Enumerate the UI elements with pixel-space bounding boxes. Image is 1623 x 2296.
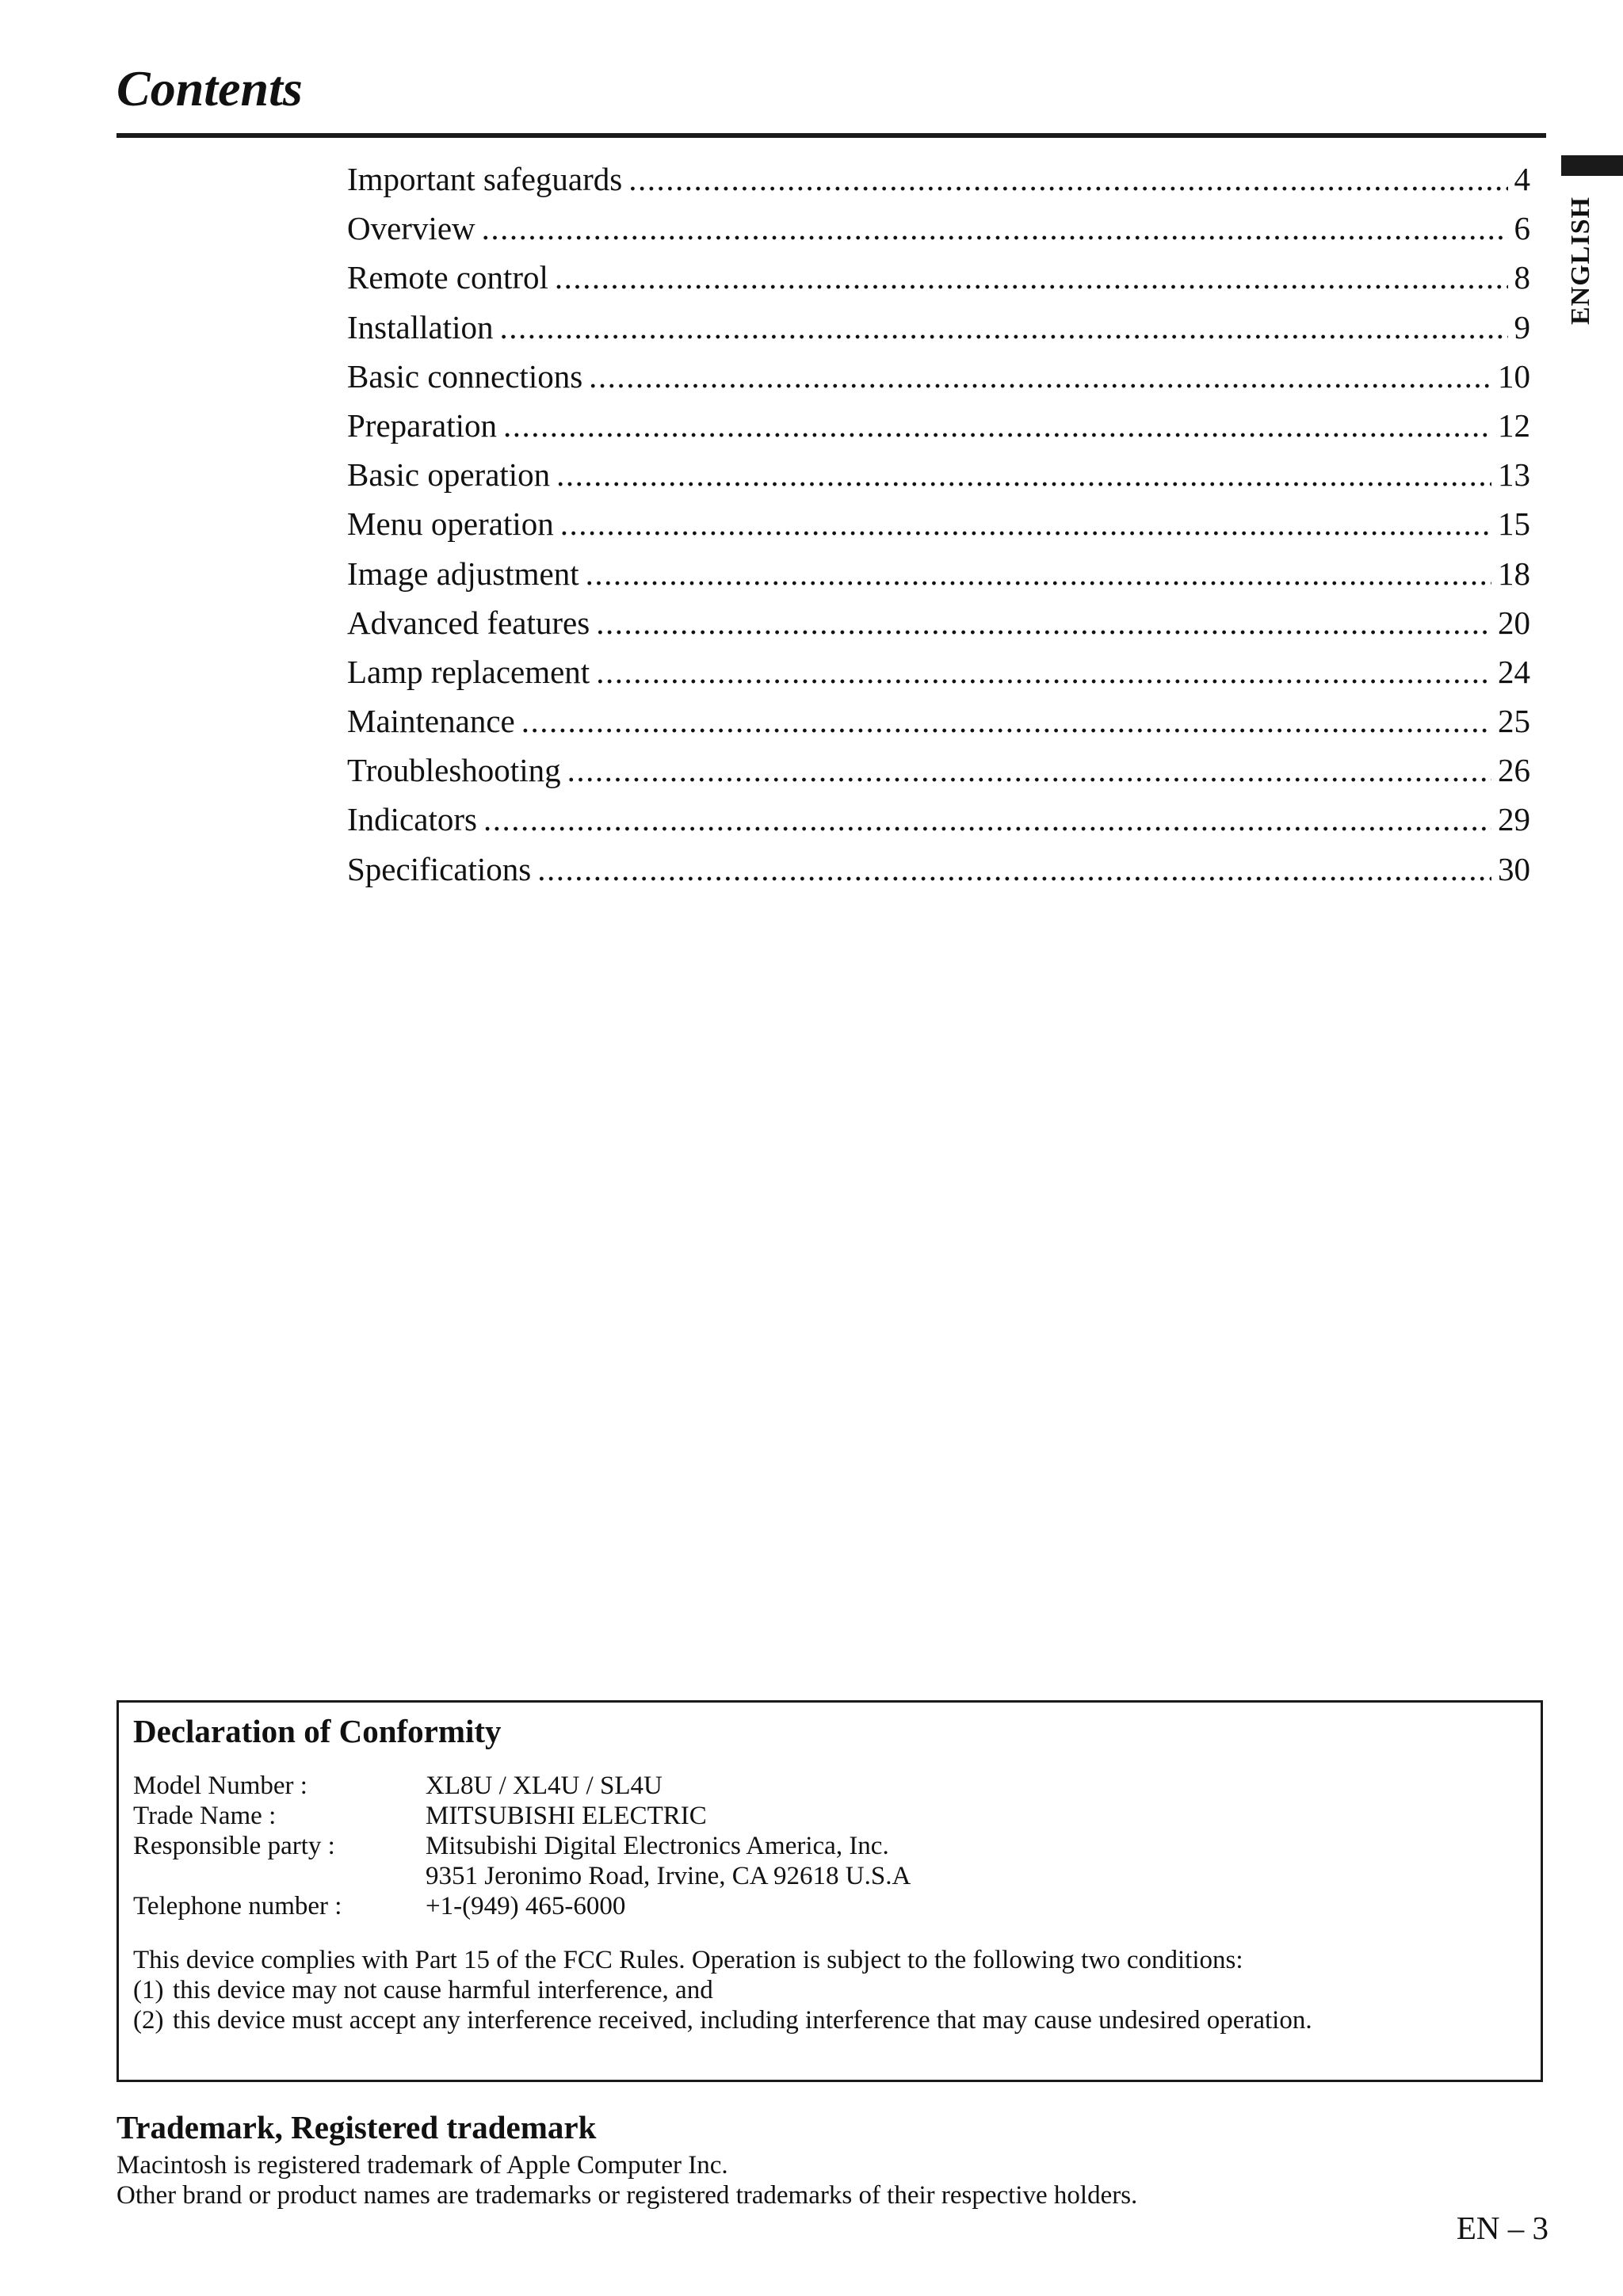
toc-dot-leader bbox=[499, 303, 1507, 352]
toc-entry-page: 4 bbox=[1514, 161, 1530, 197]
toc-entry-page: 12 bbox=[1498, 406, 1530, 444]
declaration-row-responsible-party bbox=[133, 1831, 911, 1861]
toc-entry-page: 6 bbox=[1514, 210, 1530, 247]
page-title: Contents bbox=[116, 60, 303, 116]
toc-entry-page: 30 bbox=[1498, 850, 1530, 887]
toc-entry-page: 15 bbox=[1498, 505, 1530, 543]
declaration-key: Responsible party : bbox=[133, 1832, 335, 1860]
toc-entry-maintenance[interactable] bbox=[347, 696, 1530, 746]
toc-entry-important-safeguards[interactable] bbox=[347, 154, 1530, 204]
toc-entry-page: 25 bbox=[1498, 703, 1530, 740]
toc-entry-page: 8 bbox=[1514, 259, 1530, 296]
condition-item bbox=[133, 2005, 1528, 2035]
toc-entry-page: 24 bbox=[1498, 653, 1530, 690]
language-tab-bar bbox=[1561, 155, 1623, 176]
condition-text: this device must accept any interference received, including interference that may cause undesired operation. bbox=[173, 2006, 1312, 2035]
table-of-contents bbox=[347, 154, 1530, 894]
condition-number: (2) bbox=[133, 2006, 164, 2035]
declaration-value: Mitsubishi Digital Electronics America, Inc. bbox=[426, 1832, 889, 1860]
trademark-line: Other brand or product names are trademarks or registered trademarks of their respective holders. bbox=[116, 2181, 1138, 2210]
declaration-row-telephone-number bbox=[133, 1891, 911, 1921]
declaration-details bbox=[133, 1771, 911, 1921]
page-number: EN – 3 bbox=[1456, 2210, 1549, 2246]
language-tab-label: ENGLISH bbox=[1566, 196, 1595, 325]
toc-entry-label: Specifications bbox=[347, 850, 532, 887]
toc-entry-label: Important safeguards bbox=[347, 161, 623, 197]
toc-dot-leader bbox=[556, 450, 1491, 499]
toc-dot-leader bbox=[521, 696, 1491, 746]
fcc-compliance-statement bbox=[133, 1945, 1528, 2035]
toc-entry-advanced-features[interactable] bbox=[347, 598, 1530, 647]
declaration-row-trade-name bbox=[133, 1801, 911, 1831]
toc-entry-specifications[interactable] bbox=[347, 845, 1530, 894]
declaration-value: XL8U / XL4U / SL4U bbox=[426, 1772, 663, 1800]
toc-entry-troubleshooting[interactable] bbox=[347, 746, 1530, 795]
declaration-heading: Declaration of Conformity bbox=[133, 1713, 502, 1749]
toc-entry-label: Menu operation bbox=[347, 505, 554, 543]
toc-entry-label: Indicators bbox=[347, 801, 477, 838]
toc-entry-label: Basic operation bbox=[347, 456, 551, 494]
toc-dot-leader bbox=[586, 549, 1491, 598]
toc-entry-page: 13 bbox=[1498, 456, 1530, 494]
condition-number: (1) bbox=[133, 1976, 164, 2004]
toc-entry-label: Lamp replacement bbox=[347, 653, 590, 690]
trademark-notice bbox=[116, 2150, 1137, 2210]
toc-dot-leader bbox=[560, 499, 1491, 548]
trademark-heading: Trademark, Registered trademark bbox=[116, 2109, 597, 2145]
toc-entry-remote-control[interactable] bbox=[347, 253, 1530, 302]
toc-entry-page: 29 bbox=[1498, 801, 1530, 838]
title-divider bbox=[116, 133, 1546, 138]
toc-entry-label: Advanced features bbox=[347, 604, 590, 641]
toc-entry-label: Image adjustment bbox=[347, 555, 579, 592]
toc-dot-leader bbox=[503, 401, 1491, 450]
toc-entry-label: Installation bbox=[347, 308, 494, 345]
toc-dot-leader bbox=[628, 154, 1507, 204]
declaration-value: MITSUBISHI ELECTRIC bbox=[426, 1802, 707, 1830]
toc-entry-basic-operation[interactable] bbox=[347, 450, 1530, 499]
toc-entry-lamp-replacement[interactable] bbox=[347, 647, 1530, 696]
toc-entry-label: Troubleshooting bbox=[347, 752, 561, 789]
toc-entry-image-adjustment[interactable] bbox=[347, 549, 1530, 598]
toc-entry-label: Basic connections bbox=[347, 357, 583, 395]
toc-entry-overview[interactable] bbox=[347, 204, 1530, 253]
declaration-of-conformity-box bbox=[116, 1700, 1543, 2082]
compliance-text: This device complies with Part 15 of the FCC Rules. Operation is subject to the following two conditions: bbox=[133, 1946, 1243, 1974]
toc-dot-leader bbox=[537, 845, 1491, 894]
declaration-row-address bbox=[133, 1861, 911, 1891]
declaration-key: Model Number : bbox=[133, 1772, 307, 1800]
condition-item bbox=[133, 1975, 1528, 2005]
trademark-line: Macintosh is registered trademark of Apple Computer Inc. bbox=[116, 2151, 728, 2180]
toc-entry-page: 9 bbox=[1514, 308, 1530, 345]
condition-text: this device may not cause harmful interference, and bbox=[173, 1976, 713, 2004]
declaration-value: 9351 Jeronimo Road, Irvine, CA 92618 U.S.A bbox=[426, 1862, 911, 1890]
toc-dot-leader bbox=[567, 746, 1491, 795]
toc-dot-leader bbox=[555, 253, 1508, 302]
declaration-value: +1-(949) 465-6000 bbox=[426, 1892, 626, 1920]
toc-entry-installation[interactable] bbox=[347, 303, 1530, 352]
toc-entry-page: 18 bbox=[1498, 555, 1530, 592]
toc-entry-label: Overview bbox=[347, 210, 475, 247]
toc-dot-leader bbox=[482, 204, 1508, 253]
toc-entry-preparation[interactable] bbox=[347, 401, 1530, 450]
toc-entry-label: Preparation bbox=[347, 406, 497, 444]
declaration-row-model-number bbox=[133, 1771, 911, 1801]
toc-entry-label: Remote control bbox=[347, 259, 548, 296]
toc-dot-leader bbox=[589, 352, 1491, 401]
toc-entry-basic-connections[interactable] bbox=[347, 352, 1530, 401]
declaration-key: Telephone number : bbox=[133, 1892, 342, 1920]
toc-entry-page: 20 bbox=[1498, 604, 1530, 641]
toc-entry-menu-operation[interactable] bbox=[347, 499, 1530, 548]
toc-entry-page: 26 bbox=[1498, 752, 1530, 789]
toc-entry-label: Maintenance bbox=[347, 703, 515, 740]
toc-dot-leader bbox=[596, 647, 1491, 696]
declaration-key: Trade Name : bbox=[133, 1802, 277, 1830]
toc-entry-indicators[interactable] bbox=[347, 795, 1530, 844]
toc-dot-leader bbox=[596, 598, 1491, 647]
toc-entry-page: 10 bbox=[1498, 357, 1530, 395]
toc-dot-leader bbox=[483, 795, 1491, 844]
declaration-key bbox=[133, 1861, 426, 1891]
